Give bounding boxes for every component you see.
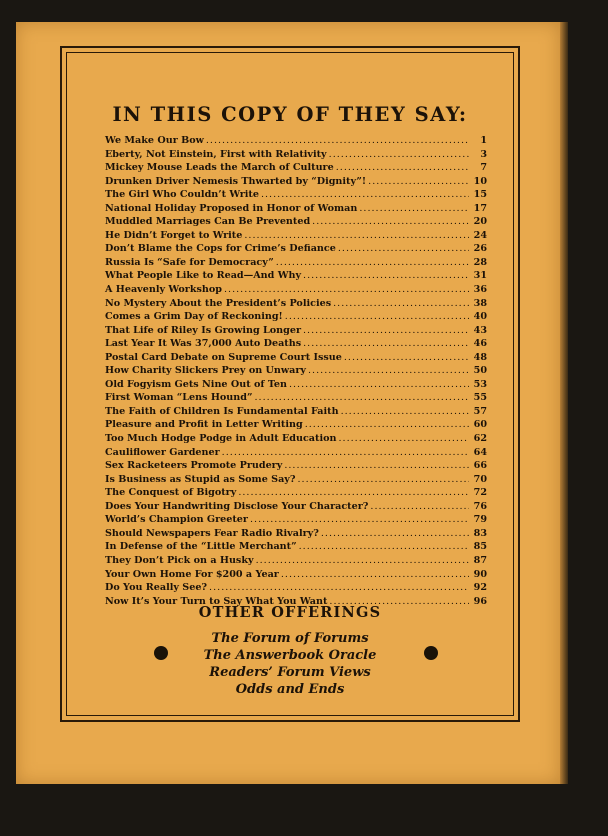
toc-entry-page: 66 xyxy=(473,460,487,472)
toc-entry xyxy=(105,297,487,311)
toc-entry-page: 28 xyxy=(473,256,487,268)
toc-leader-dots xyxy=(256,554,469,568)
toc-entry xyxy=(105,418,487,432)
toc-entry-title: Eberty, Not Einstein, First with Relativity xyxy=(105,148,327,160)
toc-entry-page: 1 xyxy=(480,135,487,146)
toc-entry-title: Mickey Mouse Leads the March of Culture xyxy=(105,162,334,174)
toc-entry-title: Old Fogyism Gets Nine Out of Ten xyxy=(105,378,287,390)
toc-leader-dots xyxy=(370,500,469,514)
toc-entry-page: 70 xyxy=(473,473,487,485)
toc-entry xyxy=(105,513,487,527)
toc-entry-title: Postal Card Debate on Supreme Court Issue xyxy=(105,351,342,363)
toc-entry-title: Don’t Blame the Cops for Crime’s Defiance xyxy=(105,243,336,255)
toc-entry xyxy=(105,175,487,189)
toc-leader-dots xyxy=(281,568,469,582)
toc-entry-title: Drunken Driver Nemesis Thwarted by “Dignity”! xyxy=(105,175,367,187)
toc-entry-page: 62 xyxy=(473,433,487,445)
toc-entry xyxy=(105,310,487,324)
toc-entry-title: The Faith of Children Is Fundamental Faith xyxy=(105,405,339,417)
toc-entry xyxy=(105,364,487,378)
toc-entry xyxy=(105,432,487,446)
toc-leader-dots xyxy=(224,283,469,297)
toc-entry-page: 53 xyxy=(473,378,487,390)
toc-leader-dots xyxy=(344,351,469,365)
toc-entry xyxy=(105,405,487,419)
toc-leader-dots xyxy=(341,405,469,419)
toc-entry-title: We Make Our Bow xyxy=(105,135,204,146)
toc-entry xyxy=(105,446,487,460)
toc-entry xyxy=(105,473,487,487)
other-offerings-title: OTHER OFFERINGS xyxy=(198,604,382,621)
toc-entry xyxy=(105,161,487,175)
toc-entry-title: They Don’t Pick on a Husky xyxy=(105,554,254,566)
toc-entry-title: Is Business as Stupid as Some Say? xyxy=(105,473,296,485)
toc-leader-dots xyxy=(308,364,469,378)
toc-entry-page: 96 xyxy=(473,595,487,607)
toc-leader-dots xyxy=(222,446,469,460)
toc-entry-page: 38 xyxy=(473,297,487,309)
toc-entry-title: Does Your Handwriting Disclose Your Character? xyxy=(105,500,369,512)
toc-leader-dots xyxy=(298,473,470,487)
toc-entry xyxy=(105,581,487,595)
toc-entry-page: 10 xyxy=(473,175,487,187)
toc-entry-title: In Defense of the “Little Merchant” xyxy=(105,541,297,553)
toc-entry-page: 57 xyxy=(473,405,487,417)
toc-leader-dots xyxy=(244,229,469,243)
toc-leader-dots xyxy=(303,269,469,283)
toc-entry xyxy=(105,269,487,283)
toc-entry xyxy=(105,324,487,338)
toc-entry-page: 72 xyxy=(473,487,487,499)
toc-leader-dots xyxy=(368,175,469,189)
toc-leader-dots xyxy=(303,324,469,338)
toc-entry xyxy=(105,215,487,229)
toc-entry xyxy=(105,459,487,473)
toc-leader-dots xyxy=(238,486,469,500)
toc-entry-title: What People Like to Read—And Why xyxy=(105,270,302,282)
toc-entry xyxy=(105,202,487,216)
toc-entry-page: 40 xyxy=(473,311,487,323)
toc-entry-title: Do You Really See? xyxy=(105,582,208,594)
toc-entry xyxy=(105,391,487,405)
toc-entry-title: First Woman “Lens Hound” xyxy=(105,392,253,404)
toc-entry-page: 3 xyxy=(480,148,487,160)
toc-entry xyxy=(105,134,487,148)
toc-entry xyxy=(105,148,487,162)
toc-entry xyxy=(105,351,487,365)
toc-entry-page: 92 xyxy=(473,582,487,594)
cover-edge xyxy=(560,22,568,784)
toc-leader-dots xyxy=(305,418,469,432)
toc-entry-page: 83 xyxy=(473,527,487,539)
toc-entry-page: 90 xyxy=(473,568,487,580)
toc-entry xyxy=(105,568,487,582)
toc-entry xyxy=(105,486,487,500)
toc-leader-dots xyxy=(329,148,469,162)
other-offerings-list xyxy=(62,630,518,698)
toc-leader-dots xyxy=(285,310,469,324)
toc-entry-title: Russia Is “Safe for Democracy” xyxy=(105,256,274,268)
toc-entry-title: Sex Racketeers Promote Prudery xyxy=(105,460,283,472)
offering-item: Odds and Ends xyxy=(235,682,345,697)
toc-entry-title: That Life of Riley Is Growing Longer xyxy=(105,324,301,336)
toc-entry-page: 46 xyxy=(473,338,487,350)
toc-entry xyxy=(105,188,487,202)
toc-leader-dots xyxy=(299,540,469,554)
toc-entry-title: Last Year It Was 37,000 Auto Deaths xyxy=(105,338,302,350)
toc-entry-page: 60 xyxy=(473,419,487,431)
toc-leader-dots xyxy=(303,337,469,351)
toc-leader-dots xyxy=(276,256,469,270)
toc-entry-page: 64 xyxy=(473,446,487,458)
toc-entry xyxy=(105,337,487,351)
toc-entry xyxy=(105,554,487,568)
toc-leader-dots xyxy=(261,188,469,202)
toc-entry-page: 15 xyxy=(473,189,487,201)
toc-leader-dots xyxy=(321,527,469,541)
toc-entry-title: Comes a Grim Day of Reckoning! xyxy=(105,311,283,323)
toc-leader-dots xyxy=(254,391,469,405)
toc-entry xyxy=(105,500,487,514)
toc-entry-page: 79 xyxy=(473,514,487,526)
toc-leader-dots xyxy=(284,459,469,473)
offering-item: Readers’ Forum Views xyxy=(209,665,371,680)
offering-item: The Answerbook Oracle xyxy=(203,648,377,663)
toc-entry-page: 55 xyxy=(473,392,487,404)
toc-entry-title: The Girl Who Couldn’t Write xyxy=(105,189,259,201)
toc-entry-page: 24 xyxy=(473,229,487,241)
toc-leader-dots xyxy=(312,215,469,229)
toc-entry-title: A Heavenly Workshop xyxy=(105,284,222,296)
toc-leader-dots xyxy=(359,202,469,216)
toc-entry xyxy=(105,256,487,270)
toc-entry-title: The Conquest of Bigotry xyxy=(105,487,237,499)
toc-entry-title: Muddled Marriages Can Be Prevented xyxy=(105,216,311,228)
toc-entry-page: 43 xyxy=(473,324,487,336)
toc-entry xyxy=(105,283,487,297)
toc-leader-dots xyxy=(333,297,469,311)
toc-entry xyxy=(105,378,487,392)
toc-entry-page: 31 xyxy=(473,270,487,282)
contents-title: IN THIS COPY OF THEY SAY: xyxy=(112,103,468,126)
toc-leader-dots xyxy=(206,134,469,148)
toc-leader-dots xyxy=(338,432,469,446)
toc-entry-title: Your Own Home For $200 a Year xyxy=(105,568,279,580)
toc-entry-page: 26 xyxy=(473,243,487,255)
toc-leader-dots xyxy=(209,581,469,595)
toc-leader-dots xyxy=(338,242,469,256)
toc-leader-dots xyxy=(289,378,469,392)
toc-entry-page: 48 xyxy=(473,351,487,363)
toc-leader-dots xyxy=(250,513,469,527)
toc-entry-page: 85 xyxy=(473,541,487,553)
toc-entry-title: How Charity Slickers Prey on Unwary xyxy=(105,365,306,377)
toc-entry-page: 7 xyxy=(480,162,487,174)
contents-frame xyxy=(60,46,520,722)
toc-entry-title: Pleasure and Profit in Letter Writing xyxy=(105,419,303,431)
toc-entry-title: Should Newspapers Fear Radio Rivalry? xyxy=(105,527,319,539)
toc-entry-page: 20 xyxy=(473,216,487,228)
toc-entry-page: 17 xyxy=(473,202,487,214)
toc-entry xyxy=(105,527,487,541)
offering-item: The Forum of Forums xyxy=(211,631,369,646)
table-of-contents xyxy=(105,134,487,608)
toc-entry-title: Now It’s Your Turn to Say What You Want xyxy=(105,595,328,607)
toc-entry xyxy=(105,242,487,256)
toc-entry-page: 50 xyxy=(473,365,487,377)
toc-entry-title: Too Much Hodge Podge in Adult Education xyxy=(105,433,337,445)
toc-entry-title: He Didn’t Forget to Write xyxy=(105,229,243,241)
toc-entry-title: Cauliflower Gardener xyxy=(105,446,220,458)
toc-entry-title: World’s Champion Greeter xyxy=(105,514,248,526)
toc-entry-page: 87 xyxy=(473,554,487,566)
toc-entry-title: No Mystery About the President’s Policies xyxy=(105,297,332,309)
toc-entry xyxy=(105,229,487,243)
toc-leader-dots xyxy=(336,161,469,175)
toc-entry-title: National Holiday Proposed in Honor of Woman xyxy=(105,202,358,214)
toc-entry-page: 36 xyxy=(473,284,487,296)
toc-entry xyxy=(105,540,487,554)
toc-entry-page: 76 xyxy=(473,500,487,512)
